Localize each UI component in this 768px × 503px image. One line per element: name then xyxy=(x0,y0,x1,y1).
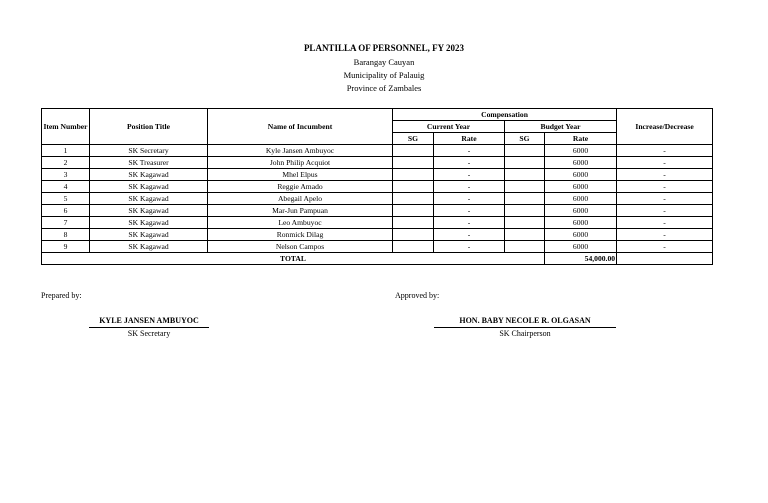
cell-bud-rate: 6000 xyxy=(545,169,617,181)
table-row xyxy=(42,217,713,229)
prepared-by-label: Prepared by: xyxy=(41,291,82,300)
cell-cur-sg xyxy=(393,193,434,205)
municipality-line: Municipality of Palauig xyxy=(343,70,425,80)
cell-bud-sg xyxy=(505,217,545,229)
cell-position: SK Secretary xyxy=(90,145,208,157)
cell-bud-rate: 6000 xyxy=(545,229,617,241)
cell-position: SK Treasurer xyxy=(90,157,208,169)
cell-bud-rate: 6000 xyxy=(545,205,617,217)
header-current-sg: SG xyxy=(393,133,434,145)
province-line: Province of Zambales xyxy=(346,83,422,93)
approved-by-label: Approved by: xyxy=(395,291,440,300)
cell-bud-sg xyxy=(505,241,545,253)
cell-cur-sg xyxy=(393,181,434,193)
cell-cur-sg xyxy=(393,205,434,217)
cell-name: Abegail Apelo xyxy=(208,193,393,205)
cell-name: John Philip Acquiot xyxy=(208,157,393,169)
cell-position: SK Kagawad xyxy=(90,205,208,217)
cell-bud-rate: 6000 xyxy=(545,181,617,193)
header-increase-decrease: Increase/Decrease xyxy=(617,109,713,145)
cell-incdec: - xyxy=(617,181,713,193)
cell-item: 4 xyxy=(42,181,90,193)
cell-position: SK Kagawad xyxy=(90,193,208,205)
total-value: 54,000.00 xyxy=(545,253,617,265)
total-incdec xyxy=(617,253,713,265)
cell-item: 6 xyxy=(42,205,90,217)
approved-by-name: HON. BABY NECOLE R. OLGASAN xyxy=(459,316,591,325)
cell-bud-sg xyxy=(505,169,545,181)
table-row xyxy=(42,169,713,181)
total-label: TOTAL xyxy=(42,253,545,265)
cell-cur-sg xyxy=(393,169,434,181)
total-row xyxy=(42,253,713,265)
barangay-line: Barangay Cauyan xyxy=(353,57,415,67)
header-budget-sg: SG xyxy=(505,133,545,145)
cell-cur-sg xyxy=(393,157,434,169)
cell-item: 2 xyxy=(42,157,90,169)
cell-cur-sg xyxy=(393,229,434,241)
cell-bud-sg xyxy=(505,181,545,193)
plantilla-table xyxy=(41,108,713,265)
prepared-by-title: SK Secretary xyxy=(127,329,171,338)
cell-bud-rate: 6000 xyxy=(545,241,617,253)
table-row xyxy=(42,145,713,157)
header-position-title: Position Title xyxy=(90,109,208,145)
table-row xyxy=(42,205,713,217)
cell-position: SK Kagawad xyxy=(90,181,208,193)
cell-name: Kyle Jansen Ambuyoc xyxy=(208,145,393,157)
cell-cur-rate: - xyxy=(434,205,505,217)
cell-name: Mhel Elpus xyxy=(208,169,393,181)
header-current-rate: Rate xyxy=(434,133,505,145)
header-item-number: Item Number xyxy=(42,109,90,145)
prepared-signature-line xyxy=(89,327,209,328)
cell-incdec: - xyxy=(617,157,713,169)
cell-incdec: - xyxy=(617,193,713,205)
cell-incdec: - xyxy=(617,169,713,181)
cell-position: SK Kagawad xyxy=(90,169,208,181)
cell-name: Ronmick Dilag xyxy=(208,229,393,241)
cell-bud-sg xyxy=(505,229,545,241)
cell-bud-rate: 6000 xyxy=(545,157,617,169)
cell-name: Nelson Campos xyxy=(208,241,393,253)
cell-cur-rate: - xyxy=(434,145,505,157)
cell-position: SK Kagawad xyxy=(90,241,208,253)
cell-incdec: - xyxy=(617,241,713,253)
prepared-by-name: KYLE JANSEN AMBUYOC xyxy=(99,316,199,325)
cell-bud-rate: 6000 xyxy=(545,145,617,157)
cell-bud-sg xyxy=(505,157,545,169)
cell-name: Reggie Amado xyxy=(208,181,393,193)
cell-item: 8 xyxy=(42,229,90,241)
cell-item: 5 xyxy=(42,193,90,205)
table-row xyxy=(42,193,713,205)
cell-cur-rate: - xyxy=(434,181,505,193)
cell-cur-rate: - xyxy=(434,241,505,253)
cell-position: SK Kagawad xyxy=(90,217,208,229)
cell-item: 9 xyxy=(42,241,90,253)
header-name-of-incumbent: Name of Incumbent xyxy=(208,109,393,145)
table-row xyxy=(42,229,713,241)
approved-by-title: SK Chairperson xyxy=(499,329,551,338)
cell-incdec: - xyxy=(617,205,713,217)
cell-name: Leo Ambuyoc xyxy=(208,217,393,229)
cell-position: SK Kagawad xyxy=(90,229,208,241)
approved-signature-line xyxy=(434,327,616,328)
cell-item: 7 xyxy=(42,217,90,229)
cell-cur-rate: - xyxy=(434,193,505,205)
table-row xyxy=(42,157,713,169)
document-title: PLANTILLA OF PERSONNEL, FY 2023 xyxy=(303,43,465,53)
header-current-year: Current Year xyxy=(393,121,505,133)
header-budget-year: Budget Year xyxy=(505,121,617,133)
cell-bud-rate: 6000 xyxy=(545,217,617,229)
cell-bud-rate: 6000 xyxy=(545,193,617,205)
cell-item: 3 xyxy=(42,169,90,181)
cell-incdec: - xyxy=(617,145,713,157)
cell-incdec: - xyxy=(617,217,713,229)
cell-cur-rate: - xyxy=(434,217,505,229)
cell-cur-sg xyxy=(393,217,434,229)
cell-name: Mar-Jun Pampuan xyxy=(208,205,393,217)
cell-bud-sg xyxy=(505,145,545,157)
cell-cur-rate: - xyxy=(434,229,505,241)
header-compensation: Compensation xyxy=(393,109,617,121)
cell-cur-rate: - xyxy=(434,157,505,169)
table-row xyxy=(42,241,713,253)
table-row xyxy=(42,181,713,193)
cell-cur-rate: - xyxy=(434,169,505,181)
cell-bud-sg xyxy=(505,205,545,217)
cell-incdec: - xyxy=(617,229,713,241)
cell-cur-sg xyxy=(393,241,434,253)
header-budget-rate: Rate xyxy=(545,133,617,145)
cell-item: 1 xyxy=(42,145,90,157)
cell-cur-sg xyxy=(393,145,434,157)
cell-bud-sg xyxy=(505,193,545,205)
